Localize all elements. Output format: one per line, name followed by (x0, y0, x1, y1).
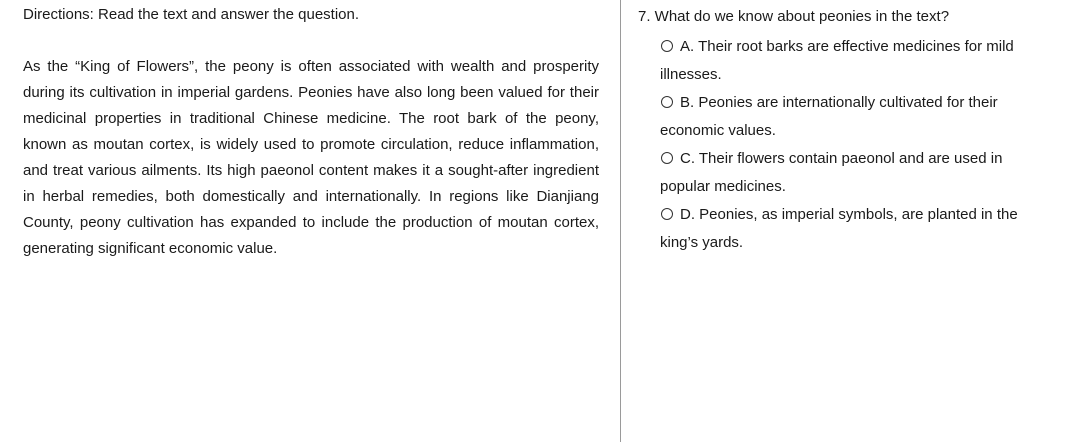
passage-text: As the “King of Flowers”, the peony is often associated with wealth and prosperity during its cultivation in imperial gardens. Peonies have also long been valued for their medicinal properties in traditional Chinese medicine. The root bark of the peony, known as moutan cortex, is widely used to promote circulation, reduce inflammation, and treat various ailments. Its high paeonol content makes it a sought-after ingredient in herbal remedies, both domestically and internationally. In regions like Dianjiang County, peony cultivation has expanded to include the production of moutan cortex, generating significant economic value. (23, 58, 599, 257)
answer-option-d[interactable] (660, 201, 1030, 257)
answer-option-a[interactable] (660, 33, 1030, 89)
option-b-text-continued: economic values. (660, 122, 776, 139)
answer-option-c[interactable] (660, 145, 1030, 201)
radio-button-c[interactable] (661, 152, 673, 164)
option-c-text-continued: popular medicines. (660, 178, 786, 195)
question-text: 7. What do we know about peonies in the text? (638, 8, 950, 25)
radio-button-a[interactable] (661, 40, 673, 52)
answer-option-b[interactable] (660, 89, 1030, 145)
directions-text: Directions: Read the text and answer the question. (23, 6, 360, 23)
radio-button-d[interactable] (661, 208, 673, 220)
option-a-text-continued: illnesses. (660, 66, 722, 83)
option-a-text: A. Their root barks are effective medicines for mild (680, 38, 1014, 55)
question-pane (621, 0, 1080, 442)
option-d-text-continued: king’s yards. (660, 234, 744, 251)
option-c-text: C. Their flowers contain paeonol and are used in (680, 150, 1003, 167)
radio-button-b[interactable] (661, 96, 673, 108)
option-b-text: B. Peonies are internationally cultivated for their (680, 94, 998, 111)
option-d-text: D. Peonies, as imperial symbols, are planted in the (680, 206, 1018, 223)
